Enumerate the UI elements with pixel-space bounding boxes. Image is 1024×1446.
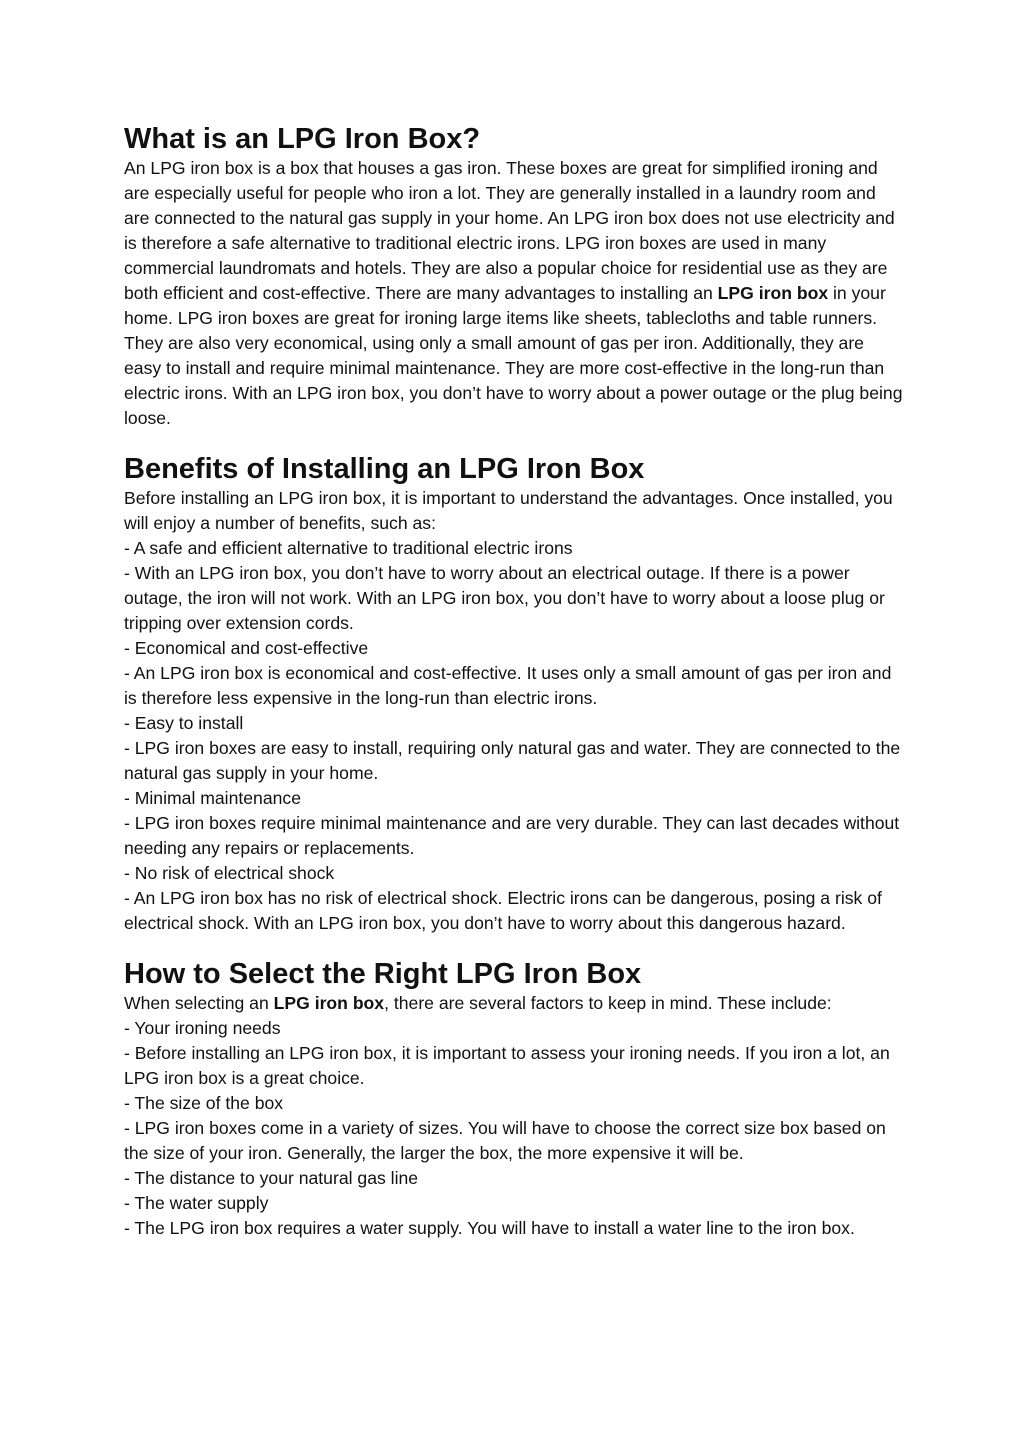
list-item: - Your ironing needs	[124, 1018, 281, 1038]
list-item: - The distance to your natural gas line	[124, 1168, 419, 1188]
intro-text-part: in your home. LPG iron boxes are great for ironing large items like sheets, tablecloths and table runners. They are also very economical, using only a small amount of gas per iron. Additionally, they are easy to install and require minimal maintenance. They are more cost-effective in the long-run than electric irons. With an LPG iron box, you don’t have to worry about a power outage or the plug being loose.	[124, 283, 903, 428]
list-item: - The LPG iron box requires a water supply. You will have to install a water line to the iron box.	[124, 1218, 855, 1238]
list-item: - Minimal maintenance	[124, 788, 301, 808]
section-heading-benefits: Benefits of Installing an LPG Iron Box	[124, 453, 645, 485]
list-item: - An LPG iron box has no risk of electrical shock. Electric irons can be dangerous, posing a risk of electrical shock. With an LPG iron box, you don’t have to worry about this dangerous hazard.	[124, 888, 882, 933]
list-item: - LPG iron boxes require minimal maintenance and are very durable. They can last decades without needing any repairs or replacements.	[124, 813, 900, 858]
list-item: - LPG iron boxes come in a variety of sizes. You will have to choose the correct size box based on the size of your iron. Generally, the larger the box, the more expensive it will be.	[124, 1118, 886, 1163]
list-item: - The size of the box	[124, 1093, 284, 1113]
intro-text-part: When selecting an	[124, 993, 274, 1013]
list-item: - An LPG iron box is economical and cost-effective. It uses only a small amount of gas per iron and is therefore less expensive in the long-run than electric irons.	[124, 663, 892, 708]
intro-bold-keyword: LPG iron box	[273, 993, 385, 1013]
list-item: - A safe and efficient alternative to traditional electric irons	[124, 538, 573, 558]
list-item: - No risk of electrical shock	[124, 863, 335, 883]
section-intro-what-is	[124, 156, 904, 431]
section-heading-select: How to Select the Right LPG Iron Box	[124, 958, 642, 990]
section-heading-what-is: What is an LPG Iron Box?	[124, 123, 481, 155]
list-item: - Easy to install	[124, 713, 244, 733]
section-intro-benefits: Before installing an LPG iron box, it is important to understand the advantages. Once installed, you will enjoy a number of benefits, such as:	[124, 488, 893, 533]
list-item: - Before installing an LPG iron box, it is important to assess your ironing needs. If you iron a lot, an LPG iron box is a great choice.	[124, 1043, 890, 1088]
section-intro-select	[124, 991, 904, 1016]
document-page	[124, 122, 904, 1241]
list-item: - With an LPG iron box, you don’t have to worry about an electrical outage. If there is a power outage, the iron will not work. With an LPG iron box, you don’t have to worry about a loose plug or tripping over extension cords.	[124, 563, 885, 633]
list-item: - Economical and cost-effective	[124, 638, 369, 658]
list-item: - The water supply	[124, 1193, 269, 1213]
intro-text-part: , there are several factors to keep in mind. These include:	[384, 993, 832, 1013]
intro-text-part: An LPG iron box is a box that houses a gas iron. These boxes are great for simplified ironing and are especially useful for people who iron a lot. They are generally installed in a laundry room and are connected to the natural gas supply in your home. An LPG iron box does not use electricity and is therefore a safe alternative to traditional electric irons. LPG iron boxes are used in many commercial laundromats and hotels. They are also a popular choice for residential use as they are both efficient and cost-effective. There are many advantages to installing an	[124, 158, 895, 303]
list-item: - LPG iron boxes are easy to install, requiring only natural gas and water. They are connected to the natural gas supply in your home.	[124, 738, 901, 783]
intro-bold-keyword: LPG iron box	[717, 283, 829, 303]
